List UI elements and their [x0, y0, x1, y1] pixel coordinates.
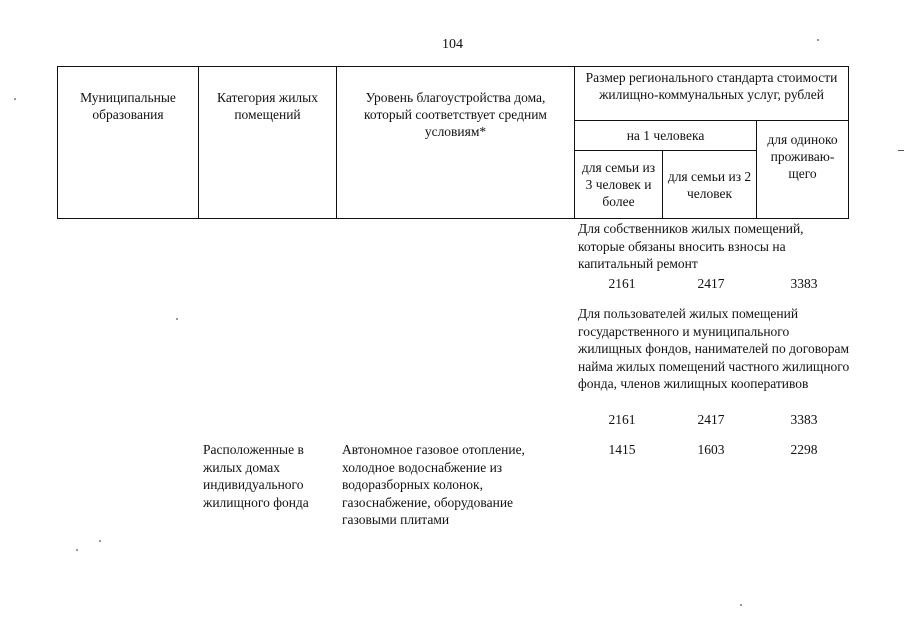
value-family2: 1603 [697, 442, 725, 457]
value-family2: 2417 [697, 412, 725, 427]
value-family3: 2161 [608, 276, 636, 291]
header-municipal: Муниципальные образования [58, 67, 199, 219]
header-per-person: на 1 человека [575, 121, 757, 151]
scan-speck [817, 39, 819, 41]
header-single: для одиноко проживаю-щего [757, 121, 849, 219]
scan-speck [740, 604, 742, 606]
table-header [57, 66, 849, 219]
section-users-caption: Для пользователей жилых помещений государственного и муниципального жилищных фондов, нанимателей по договорам найма жилых помещений частного жилищного фонда, членов жилищных кооперативов [578, 306, 850, 391]
value-single: 2298 [790, 442, 818, 457]
section-owners-caption: Для собственников жилых помещений, которые обязаны вносить взносы на капитальный ремонт [578, 221, 804, 271]
value-single: 3383 [790, 276, 818, 291]
header-family3: для семьи из 3 человек и более [575, 151, 663, 219]
scan-speck [14, 98, 16, 100]
value-family2: 2417 [697, 276, 725, 291]
scan-mark [898, 150, 904, 151]
value-family3: 1415 [608, 442, 636, 457]
row-level: Автономное газовое отопление, холодное водоснабжение из водоразборных колонок, газоснабжение, оборудование газовыми плитами [342, 442, 525, 527]
page-number: 104 [442, 37, 463, 52]
header-family2: для семьи из 2 человек [663, 151, 757, 219]
scan-speck [176, 318, 178, 320]
scan-speck [76, 549, 78, 551]
value-family3: 2161 [608, 412, 636, 427]
scan-speck [99, 540, 101, 542]
header-level: Уровень благоустройства дома, который соответствует средним условиям* [337, 67, 575, 219]
value-single: 3383 [790, 412, 818, 427]
header-category: Категория жилых помещений [199, 67, 337, 219]
header-standard: Размер регионального стандарта стоимости жилищно-коммунальных услуг, рублей [575, 67, 849, 121]
row-category: Расположенные в жилых домах индивидуального жилищного фонда [203, 442, 309, 510]
